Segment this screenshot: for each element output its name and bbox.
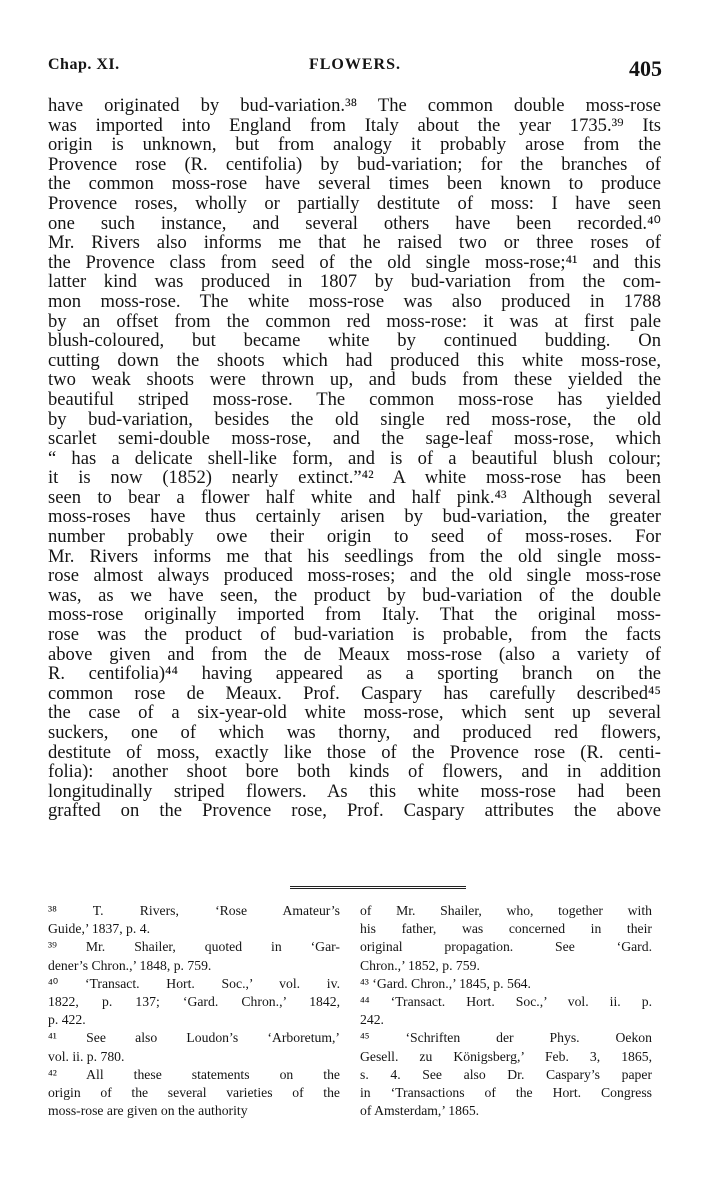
footnote-line: Chron.,’ 1852, p. 759. — [360, 957, 480, 973]
footnote-line: ³⁸ T. Rivers, ‘Rose Amateur’s — [48, 903, 340, 918]
text-line: was, as we have seen, the product by bud-variation of the double — [48, 584, 661, 606]
text-line: R. centifolia)⁴⁴ having appeared as a sporting branch on the — [48, 663, 661, 685]
text-line: beautiful striped moss-rose. The common moss-rose has yielded — [48, 388, 661, 410]
text-line: rose almost always produced moss-roses; and the old single moss-rose — [48, 565, 661, 587]
main-text-block — [48, 96, 661, 821]
footnote-line: ⁴² All these statements on the — [48, 1066, 340, 1082]
text-line: cutting down the shoots which had produced this white moss-rose, — [48, 349, 661, 371]
text-line: the Provence class from seed of the old single moss-rose;⁴¹ and this — [48, 251, 661, 273]
text-line: moss-roses have thus certainly arisen by bud-variation, the greater — [48, 506, 661, 528]
footnote-line: of Mr. Shailer, who, together with — [360, 903, 652, 918]
footnote-line: ⁴⁵ ‘Schriften der Phys. Oekon — [360, 1030, 652, 1046]
footnote-line: ⁴⁰ ‘Transact. Hort. Soc.,’ vol. iv. — [48, 975, 340, 991]
text-line: moss-rose originally imported from Italy. That the original moss- — [48, 604, 661, 626]
chapter-label: Chap. XI. — [48, 56, 120, 73]
text-line: destitute of moss, exactly like those of the Provence rose (R. centi- — [48, 741, 661, 763]
footnote-line: ⁴³ ‘Gard. Chron.,’ 1845, p. 564. — [360, 975, 531, 991]
footnote-line: in ‘Transactions of the Hort. Congress — [360, 1085, 652, 1101]
text-line: two weak shoots were thrown up, and buds from these yielded the — [48, 369, 661, 391]
text-line: have originated by bud-variation.³⁸ The common double moss-rose — [48, 95, 661, 116]
text-line: the case of a six-year-old white moss-rose, which sent up several — [48, 702, 661, 724]
text-line: it is now (1852) nearly extinct.”⁴² A white moss-rose has been — [48, 467, 661, 489]
footnote-line: s. 4. See also Dr. Caspary’s paper — [360, 1066, 652, 1082]
text-line: Provence roses, wholly or partially destitute of moss: I have seen — [48, 192, 661, 214]
text-line: scarlet semi-double moss-rose, and the sage-leaf moss-rose, which — [48, 428, 661, 450]
text-line: number probably owe their origin to seed of moss-roses. For — [48, 526, 661, 548]
text-line: by bud-variation, besides the old single red moss-rose, the old — [48, 408, 661, 430]
footnotes-right-column — [360, 902, 652, 1120]
text-line: “ has a delicate shell-like form, and is of a beautiful blush colour; — [48, 447, 661, 469]
text-line: origin is unknown, but from analogy it probably arose from the — [48, 134, 661, 156]
footnote-line: ⁴⁴ ‘Transact. Hort. Soc.,’ vol. ii. p. — [360, 994, 652, 1010]
text-line: one such instance, and several others have been recorded.⁴⁰ — [48, 212, 661, 234]
footnote-line: Gesell. zu Königsberg,’ Feb. 3, 1865, — [360, 1048, 652, 1064]
footnote-line: origin of the several varieties of the — [48, 1085, 340, 1101]
running-header — [48, 50, 662, 90]
footnote-line: p. 422. — [48, 1012, 86, 1028]
text-line: folia): another shoot bore both kinds of flowers, and in addition — [48, 761, 661, 783]
text-line: latter kind was produced in 1807 by bud-variation from the com- — [48, 271, 661, 293]
footnote-line: 242. — [360, 1012, 384, 1028]
text-line: grafted on the Provence rose, Prof. Caspary attributes the above — [48, 800, 661, 822]
footnote-line: moss-rose are given on the authority — [48, 1103, 248, 1119]
text-line: common rose de Meaux. Prof. Caspary has carefully described⁴⁵ — [48, 682, 661, 704]
text-line: Mr. Rivers also informs me that he raised two or three roses of — [48, 232, 661, 254]
footnote-line: Guide,’ 1837, p. 4. — [48, 921, 151, 937]
text-line: seen to bear a flower half white and half pink.⁴³ Although several — [48, 486, 661, 508]
footnote-line: of Amsterdam,’ 1865. — [360, 1103, 480, 1119]
text-line: Provence rose (R. centifolia) by bud-variation; for the branches of — [48, 153, 661, 175]
text-line: rose was the product of bud-variation is probable, from the facts — [48, 624, 661, 646]
text-line: Mr. Rivers informs me that his seedlings from the old single moss- — [48, 545, 661, 567]
text-line: blush-coloured, but became white by continued budding. On — [48, 330, 661, 352]
footnote-line: 1822, p. 137; ‘Gard. Chron.,’ 1842, — [48, 994, 340, 1010]
footnote-line: dener’s Chron.,’ 1848, p. 759. — [48, 957, 212, 973]
footnotes-left-column — [48, 902, 340, 1120]
text-line: was imported into England from Italy about the year 1735.³⁹ Its — [48, 114, 661, 136]
text-line: longitudinally striped flowers. As this white moss-rose had been — [48, 780, 661, 802]
text-line: suckers, one of which was thorny, and produced red flowers, — [48, 722, 661, 743]
footnote-line: ³⁹ Mr. Shailer, quoted in ‘Gar- — [48, 939, 340, 955]
text-line: mon moss-rose. The white moss-rose was also produced in 1788 — [48, 290, 661, 312]
footnote-line: original propagation. See ‘Gard. — [360, 939, 652, 955]
page-number: 405 — [629, 56, 662, 81]
running-title: FLOWERS. — [308, 56, 401, 73]
footnote-line: vol. ii. p. 780. — [48, 1048, 125, 1064]
text-line: above given and from the de Meaux moss-rose (also a variety of — [48, 643, 661, 665]
footnote-line: his father, was concerned in their — [360, 921, 652, 937]
footnote-separator — [290, 886, 466, 889]
text-line: by an offset from the common red moss-rose: it was at first pale — [48, 310, 661, 332]
footnote-line: ⁴¹ See also Loudon’s ‘Arboretum,’ — [48, 1030, 340, 1046]
text-line: the common moss-rose have several times been known to produce — [48, 173, 661, 195]
